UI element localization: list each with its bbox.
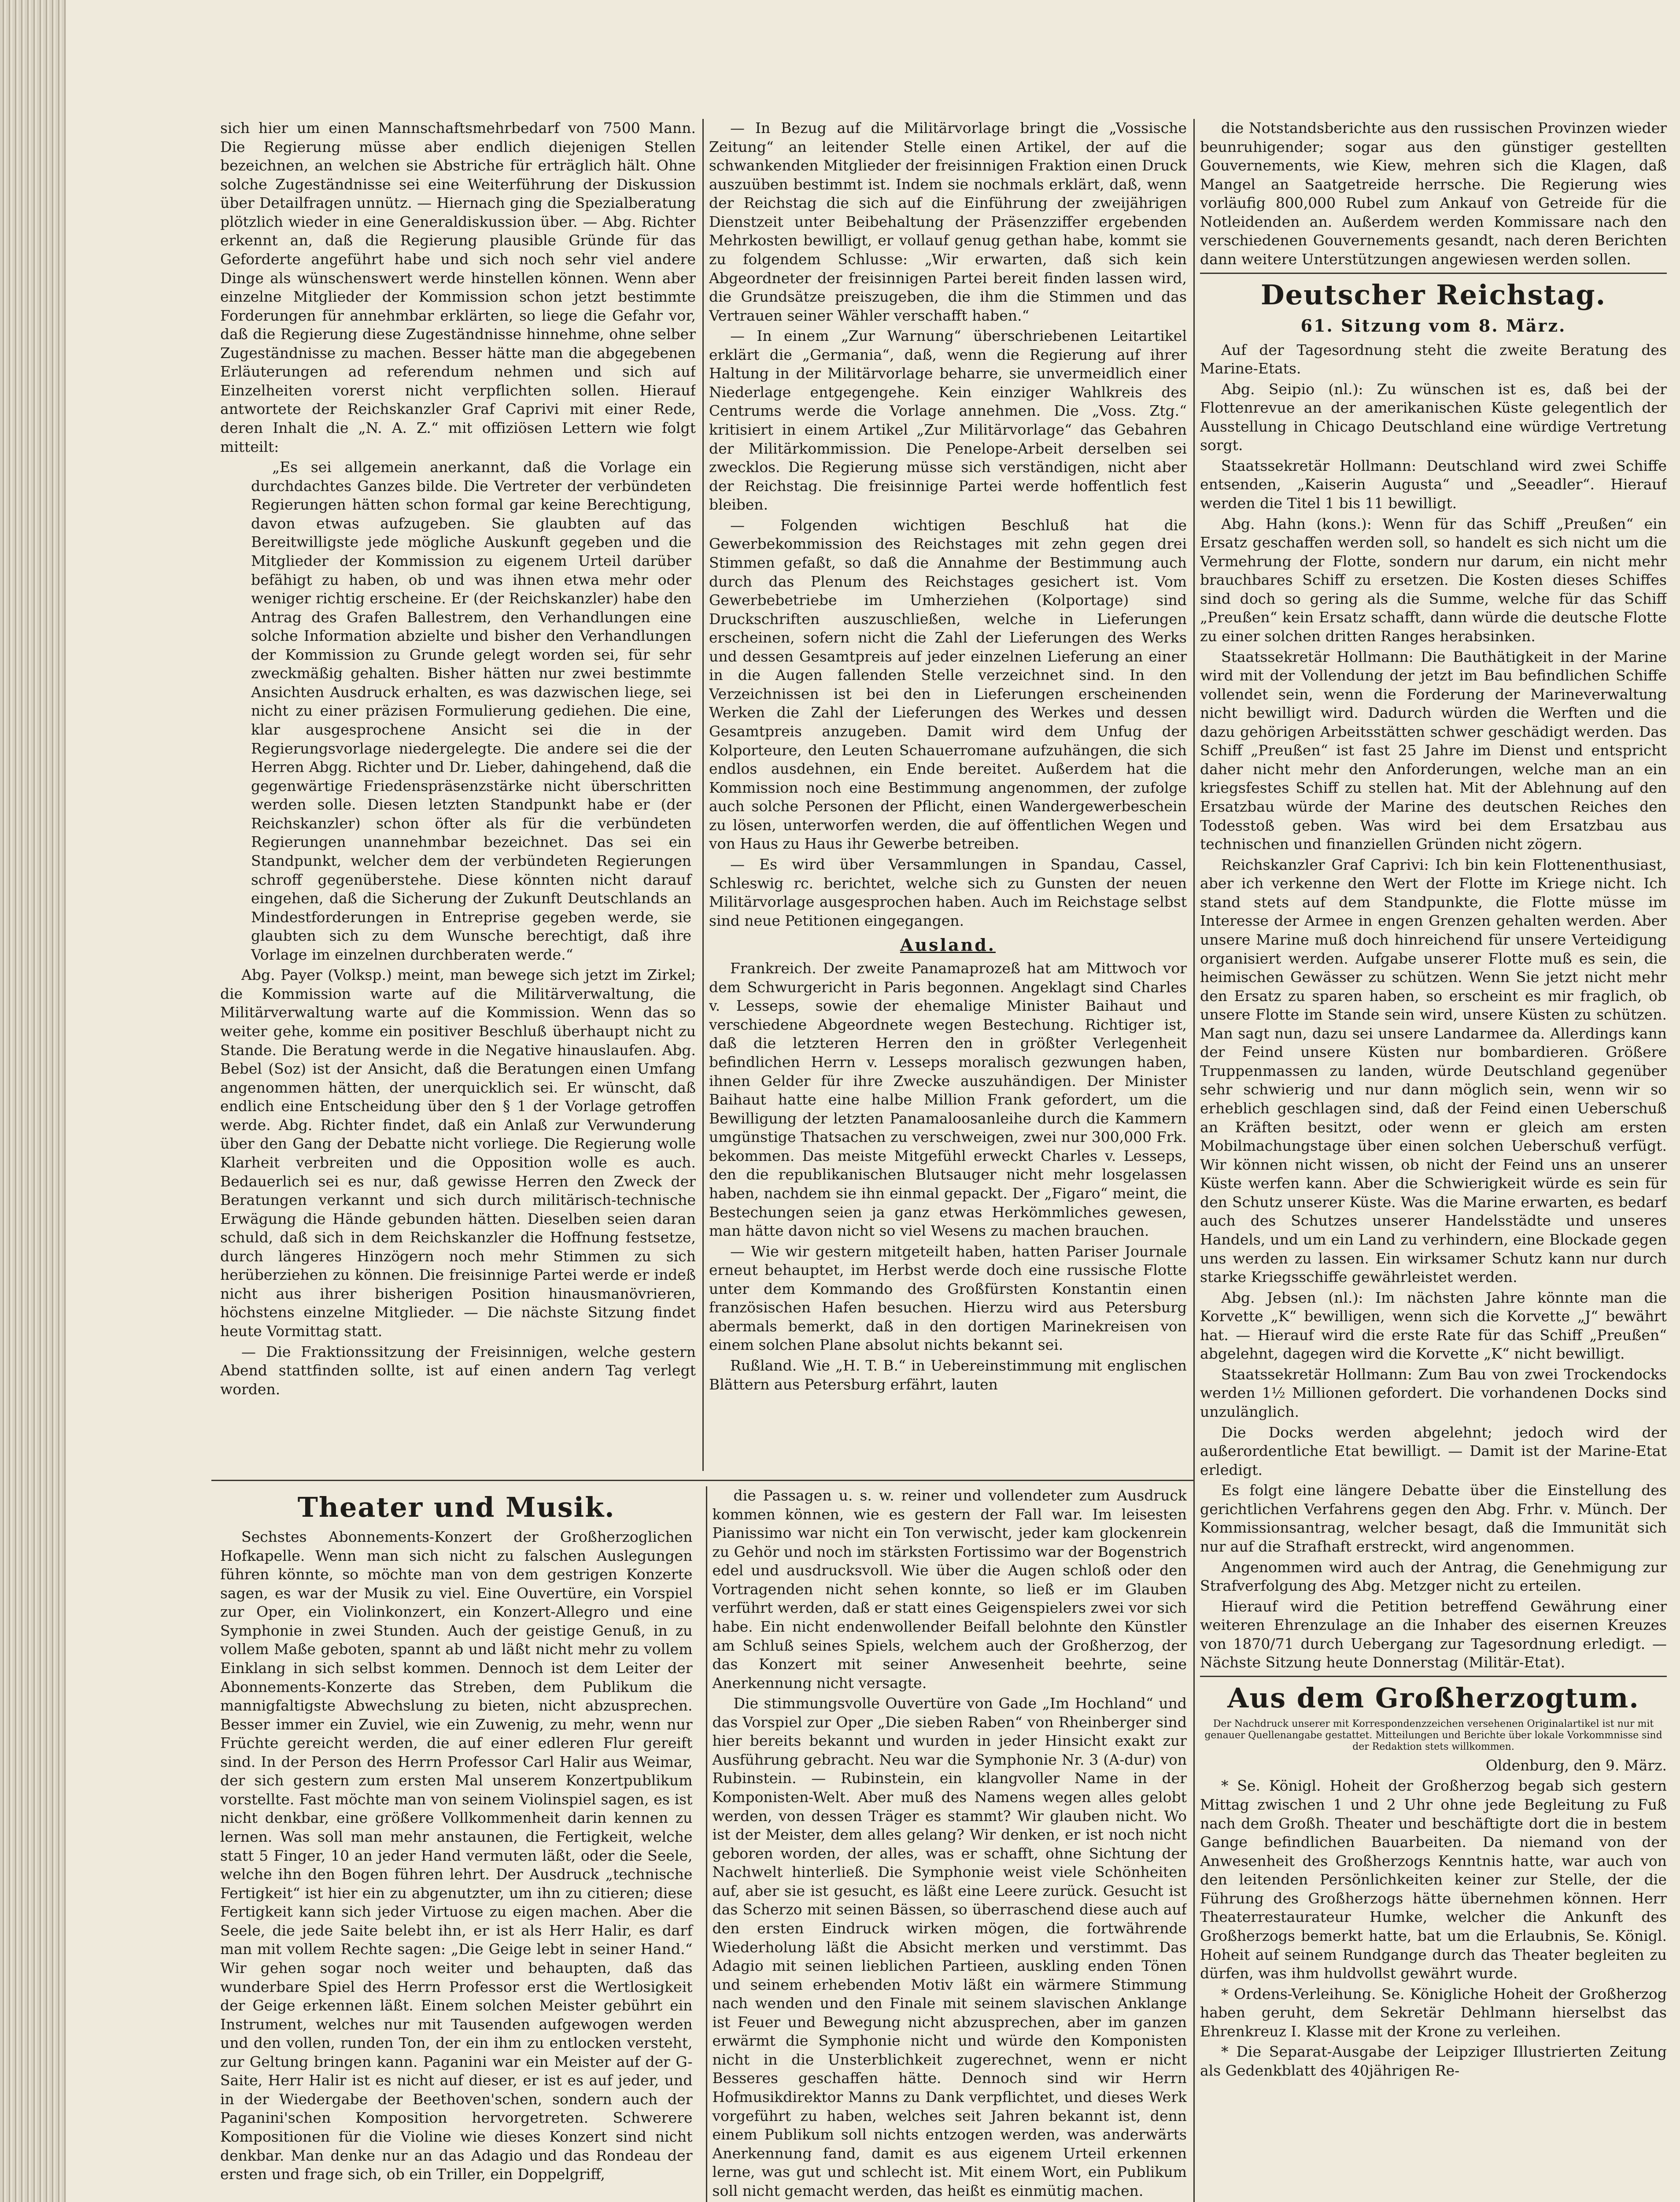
section-heading-theater: Theater und Musik. [297, 1491, 615, 1523]
section-divider-theater [211, 1480, 1193, 1481]
article-paragraph: — Folgenden wichtigen Beschluß hat die Gewerbekommission des Reichstages mit zehn gegen drei Stimmen gefaßt, so daß die Annahme der Bestimmung auch durch das Plenum des Reichstages gesichert ist. Vom Gewerbebetriebe im Umherziehen (Kolportage) sind Druckschriften auszuschließen, welche in Lieferungen erscheinen, sofern nicht die Zahl der Lieferungen des Werks und dessen Gesamtpreis auf jeder einzelnen Lieferung an einer in die Augen fallenden Stelle verzeichnet sind. In den Verzeichnissen ist bei den in Lieferungen erscheinenden Werken die Zahl der Lieferungen des Werkes und dessen Gesamtpreis anzugeben. Damit wird dem Unfug der Kolporteure, den Leuten Schauerromane aufzuhängen, die sich endlos ausdehnen, ein Ende bereitet. Außerdem hat die Kommission noch eine Bestimmung angenommen, der zufolge auch solche Personen der Pflicht, einen Wandergewerbeschein zu lösen, unterworfen werden, die auf öffentlichen Wegen und von Haus zu Haus ihr Gewerbe betreiben. [709, 516, 1187, 853]
session-subheading: 61. Sitzung vom 8. März. [1300, 315, 1566, 336]
theater-column-a [220, 1486, 693, 2202]
column-divider-2 [1193, 119, 1195, 2202]
reprint-notice: Der Nachdruck unserer mit Korrespondenzzeichen versehenen Originalartikel ist nur mit genauer Quellenangabe gestattet. Mitteilungen und Berichte über lokale Vorkommnisse sind der Redaktion stets willkommen. [1204, 1718, 1662, 1752]
article-paragraph: Reichskanzler Graf Caprivi: Ich bin kein Flottenenthusiast, aber ich verkenne den Wert der Flotte im Kriege nicht. Ich stand stets auf dem Standpunkte, die Flotte müsse im Interesse der Armee in engen Grenzen gehalten werden. Aber unsere Marine muß doch hinreichend für unsere Verteidigung organisiert werden. Aufgabe unserer Flotte muß es sein, die heimischen Gewässer zu schützen. Wenn Sie jetzt nicht mehr den Ersatz zu sparen haben, so erscheint es mir fraglich, ob unsere Flotte im Stande sein wird, unsere Küsten zu schützen. Man sagt nun, dazu sei unsere Landarmee da. Allerdings kann der Feind unsere Küsten nur bombardieren. Größere Truppenmassen zu landen, würde Deutschland gegenüber sehr schwierig und nur dann möglich sein, wenn wir so erheblich geschlagen sind, daß der Feind einen Ueberschuß an Kräften besitzt, oder wenn er gleich am ersten Mobilmachungstage über einen solchen Ueberschuß verfügt. Wir können nicht wissen, ob nicht der Feind uns an unserer Küste werfen kann. Aber die Schwierigkeit würde es sein für den Schutz unserer Küste. Was die Marine erwarten, es bedarf auch des Schutzes unserer Handelsstädte und unseres Handels, und um ein Land zu verhindern, eine Blockade gegen uns werden zu lassen. Ein wirksamer Schutz kann nur durch starke Kriegsschiffe gewährleistet werden. [1200, 856, 1667, 1286]
article-paragraph: * Die Separat-Ausgabe der Leipziger Illustrierten Zeitung als Gedenkblatt des 40jährigen Re- [1200, 2043, 1667, 2079]
newspaper-page [66, 0, 1680, 2202]
article-paragraph: Rußland. Wie „H. T. B.“ in Uebereinstimmung mit englischen Blättern aus Petersburg erfährt, lauten [709, 1357, 1187, 1393]
theater-column-b [706, 1486, 1187, 2202]
article-paragraph: Abg. Hahn (kons.): Wenn für das Schiff „Preußen“ ein Ersatz geschaffen werden soll, so handelt es sich nicht um die Vermehrung der Flotte, sondern nur darum, ein nicht mehr brauchbares Schiff zu ersetzen. Die Kosten dieses Schiffes sind doch so gering als die Summe, welche für das Schiff „Preußen“ kein Ersatz schafft, dann würde die deutsche Flotte zu einer solchen dritten Ranges herabsinken. [1200, 515, 1667, 645]
review-paragraph: Die stimmungsvolle Ouvertüre von Gade „Im Hochland“ und das Vorspiel zur Oper „Die sieben Raben“ von Rheinberger sind hier bereits bekannt und wurden in jeder Hinsicht exakt zur Ausführung gebracht. Neu war die Symphonie Nr. 3 (A-dur) von Rubinstein. — Rubinstein, ein klangvoller Name in der Komponisten-Welt. Aber muß des Namens wegen alles gelobt werden, von dessen Träger es stammt? Wir glauben nicht. Wo ist der Meister, dem alles gelang? Wir denken, er ist noch nicht geboren worden, der alles, was er schafft, ohne Sichtung der Nachwelt hinterließ. Die Symphonie weist viele Schönheiten auf, aber sie ist gesucht, es läßt eine Leere zurück. Gesucht ist das Scherzo mit seinen Bässen, so überraschend diese auch auf den ersten Eindruck wirken mögen, die fortwährende Wiederholung läßt die Absicht merken und verstimmt. Das Adagio mit seinen lieblichen Partieen, auskling enden Tönen und seinem erhebenden Motiv läßt ein wärmere Stimmung nach wenden und den Finale mit seinem slavischen Anklange ist Feuer und Bewegung nicht abzusprechen, aber im ganzen erwärmt die Symphonie nicht und würde den Komponisten nicht in die Unsterblichkeit zugerechnet, wenn er nicht Besseres geschaffen hätte. Dennoch sind wir Herrn Hofmusikdirektor Manns zu Dank verpflichtet, und dieses Werk vorgeführt zu haben, welches seit Jahren bekannt ist, denn einem Publikum soll nichts entzogen werden, was anderwärts Anerkennung fand, damit es aus eigenem Urteil erkennen lerne, was gut und schlecht ist. Mit einem Wort, ein Publikum soll nicht gemacht werden, das heißt es einmütig machen. [712, 1695, 1187, 2199]
article-paragraph: Frankreich. Der zweite Panamaprozeß hat am Mittwoch vor dem Schwurgericht in Paris begonnen. Angeklagt sind Charles v. Lesseps, sowie der ehemalige Minister Baihaut und verschiedene Abgeordnete wegen Bestechung. Richtiger ist, daß die letzteren Herren den in größter Verlegenheit befindlichen Herrn v. Lesseps moralisch gezwungen haben, ihnen Gelder für ihre Zwecke auszuhändigen. Der Minister Baihaut hatte eine halbe Million Frank gefordert, um die Bewilligung der letzten Panamaloosanleihe durch die Kammern umgünstige Thatsachen zu verschweigen, zwei nur 300,000 Frk. bekommen. Das meiste Mitgefühl erweckt Charles v. Lesseps, den die republikanischen Blutsauger nicht mehr losgelassen haben, nachdem sie ihn einmal gepackt. Der „Figaro“ meint, die Bestechungen seien ja ganz etwas Herkömmliches gewesen, man hätte davon nicht so viel Wesens zu machen brauchen. [709, 960, 1187, 1240]
column-1 [220, 119, 696, 1484]
article-paragraph: Es folgt eine längere Debatte über die Einstellung des gerichtlichen Verfahrens gegen den Abg. Frhr. v. Münch. Der Kommissionsantrag, welcher besagt, daß die Immunität sich nur auf die Strafhaft erstreckt, wird angenommen. [1200, 1482, 1667, 1555]
section-rule [1200, 273, 1667, 274]
section-heading-ausland: Ausland. [900, 935, 996, 955]
article-paragraph: Abg. Seipio (nl.): Zu wünschen ist es, daß bei der Flottenrevue an der amerikanischen Küste gelegentlich der Ausstellung in Chicago Deutschland eine würdige Vertretung sorgt. [1200, 380, 1667, 454]
article-paragraph: Auf der Tagesordnung steht die zweite Beratung des Marine-Etats. [1200, 341, 1667, 377]
article-paragraph: — Die Fraktionssitzung der Freisinnigen, welche gestern Abend stattfinden sollte, ist auf einen andern Tag verlegt worden. [220, 1343, 696, 1398]
review-paragraph: Sechstes Abonnements-Konzert der Großherzoglichen Hofkapelle. Wenn man sich nicht zu falschen Auslegungen führen könnte, so möchte man von dem gestrigen Konzerte sagen, es war der Musik zu viel. Eine Ouvertüre, ein Vorspiel zur Oper, ein Violinkonzert, ein Konzert-Allegro und eine Symphonie in zwei Stunden. Auch der geistige Genuß, in zu vollem Maße geboten, spannt ab und läßt nicht mehr zu vollem Einklang in sich selbst kommen. Dennoch ist dem Leiter der Abonnements-Konzerte das Streben, dem Publikum die mannigfaltigste Abwechslung zu bieten, nicht abzusprechen. Besser immer ein Zuviel, wie ein Zuwenig, zu mehr, wenn nur Früchte gereicht werden, die auf einer edleren Flur gereift sind. In der Person des Herrn Professor Carl Halir aus Weimar, der sich gestern zum ersten Mal unserem Konzertpublikum vorstellte. Fast möchte man von seinem Violinspiel sagen, es ist nicht denkbar, eine größere Vollkommenheit darin kennen zu lernen. Was soll man mehr anstaunen, die Fertigkeit, welche statt 5 Finger, 10 an jeder Hand vermuten läßt, oder die Seele, welche ihn den Bogen führen lehrt. Der Ausdruck „technische Fertigkeit“ ist hier ein zu abgenutzter, um ihn zu citieren; diese Fertigkeit kann sich jeder Virtuose zu eigen machen. Aber die Seele, die jede Saite belebt ihn, er ist als Herr Halir, es darf man mit vollem Rechte sagen: „Die Geige lebt in seiner Hand.“ Wir gehen sogar noch weiter und behaupten, daß das wunderbare Spiel des Herrn Professor erst die Wertlosigkeit der Geige erkennen läßt. Einem solchen Meister gebührt ein Instrument, welches nur mit Tausenden aufgewogen werden und den vollen, runden Ton, der ein ihm zu entlocken versteht, zur Geltung bringen kann. Paganini war ein Meister auf der G-Saite, Herr Halir ist es nicht auf dieser, er ist es auf jeder, und in der Wiedergabe der Beethoven'schen, sondern auch der Paganini'schen Komposition hervorgetreten. Schwerere Kompositionen für die Violine wie dieses Konzert sind nicht denkbar. Man denke nur an das Adagio und das Rondeau der ersten und frage sich, ob ein Triller, ein Doppelgriff, [220, 1528, 693, 2183]
article-paragraph: Abg. Jebsen (nl.): Im nächsten Jahre könnte man die Korvette „K“ bewilligen, wenn sich die Korvette „J“ bewährt hat. — Hierauf wird die erste Rate für das Schiff „Preußen“ abgelehnt, dagegen wird die Korvette „K“ nicht bewilligt. [1200, 1289, 1667, 1363]
article-paragraph: Hierauf wird die Petition betreffend Gewährung einer weiteren Ehrenzulage an die Inhaber des eisernen Kreuzes von 1870/71 durch Uebergang zur Tagesordnung erledigt. — Nächste Sitzung heute Donnerstag (Militär-Etat). [1200, 1597, 1667, 1671]
theater-section [220, 1486, 1187, 2202]
dateline: Oldenburg, den 9. März. [1485, 1756, 1667, 1774]
column-3 [1200, 119, 1667, 2202]
article-paragraph: „Es sei allgemein anerkannt, daß die Vorlage ein durchdachtes Ganzes bilde. Die Vertreter der verbündeten Regierungen hätten schon formal gar keine Berechtigung, davon etwas aufzugeben. Sie glaubten auf das Bereitwilligste jede mögliche Auskunft gegeben und die Mitglieder der Kommission zu eigenem Urteil darüber befähigt zu haben, ob und was ihnen etwa mehr oder weniger richtig erscheine. Er (der Reichskanzler) habe den Antrag des Grafen Ballestrem, den Verhandlungen eine solche Information abzielte und bisher den Verhandlungen der Kommission zu Grunde gelegt worden sei, für sehr zweckmäßig gehalten. Bisher hätten nur zwei bestimmte Ansichten Ausdruck erhalten, es was dazwischen liege, sei nicht zu einer präzisen Formulierung gediehen. Die eine, klar ausgesprochene Ansicht sei die in der Regierungsvorlage niedergelegte. Die andere sei die der Herren Abgg. Richter und Dr. Lieber, dahingehend, daß die gegenwärtige Friedenspräsenzstärke nicht überschritten werden solle. Diesen letzten Standpunkt habe er (der Reichskanzler) schon öfter als für die verbündeten Regierungen unannehmbar bezeichnet. Das sei ein Standpunkt, welcher dem der verbündeten Regierungen schroff gegenüberstehe. Diese könnten nicht darauf eingehen, daß die Sicherung der Zukunft Deutschlands an Mindestforderungen in Entreprise gegeben werde, sie glaubten sich zu dem Wunsche berechtigt, daß ihre Vorlage im einzelnen durchberaten werde.“ [251, 458, 691, 963]
review-paragraph: die Passagen u. s. w. reiner und vollendeter zum Ausdruck kommen können, wie es gestern der Fall war. Im leisesten Pianissimo war nicht ein Ton verwischt, jeder kam glockenrein zu Gehör und noch im stärksten Fortissimo war der Bogenstrich edel und ausdrucksvoll. Wie über die Augen schloß oder den Vortragenden nicht sehen konnte, so ließ er im Glauben verführt werden, daß er statt eines Geigenspielers zwei vor sich habe. Ein nicht endenwollender Beifall belohnte den Künstler am Schluß seines Spiels, welchem auch der Großherzog, der das Konzert mit seiner Anwesenheit beehrte, seine Anerkennung nicht versagte. [712, 1487, 1187, 1692]
article-paragraph: sich hier um einen Mannschaftsmehrbedarf von 7500 Mann. Die Regierung müsse aber endlich diejenigen Stellen bezeichnen, an welchen sie Abstriche für erträglich hält. Ohne solche Zugeständnisse sei eine Weiterführung der Diskussion über Detailfragen unnütz. — Hiernach ging die Spezialberatung plötzlich wieder in eine Generaldiskussion über. — Abg. Richter erkennt an, daß die Regierung plausible Gründe für das Geforderte angeführt habe und sich noch sehr viel andere Dinge als wünschenswert werde hinstellen können. Wenn aber einzelne Mitglieder der Kommission schon jetzt bestimmte Forderungen für annehmbar erklärten, so liege die Gefahr vor, daß die Regierung diese Zugeständnisse hinnehme, ohne selber Zugeständnisse zu machen. Besser hätte man die abgegebenen Erläuterungen ad referendum nehmen und sich auf Einzelheiten vorerst nicht verpflichten sollen. Hierauf antwortete der Reichskanzler Graf Caprivi mit einer Rede, deren Inhalt die „N. A. Z.“ mit offiziösen Lettern wie folgt mitteilt: [220, 119, 696, 455]
article-paragraph: Abg. Payer (Volksp.) meint, man bewege sich jetzt im Zirkel; die Kommission warte auf die Militärverwaltung, die Militärverwaltung warte auf die Kommission. Wenn das so weiter gehe, komme ein positiver Beschluß überhaupt nicht zu Stande. Die Beratung werde in die Negative hinauslaufen. Abg. Bebel (Soz) ist der Ansicht, daß die Beratungen einen Umfang angenommen hätten, der unerquicklich sei. Er wünscht, daß endlich eine Entscheidung über den § 1 der Vorlage getroffen werde. Abg. Richter findet, daß ein Anlaß zur Verwunderung über den Gang der Debatte nicht vorliege. Die Regierung wolle Klarheit verbreiten und die Opposition wolle es auch. Bedauerlich sei es nur, daß gewisse Herren den Zweck der Beratungen verkannt und sich durch militärisch-technische Erwägung die Hände gebunden hätten. Dieselben seien daran schuld, daß sich in dem Reichskanzler die Hoffnung festsetze, durch längeres Hinzögern noch mehr Stimmen zu sich herüberziehen zu können. Die freisinnige Partei werde er indeß nicht aus ihrer bisherigen Position hinausmanövrieren, höchstens einzelne Mitglieder. — Die nächste Sitzung findet heute Vormittag statt. [220, 966, 696, 1340]
article-paragraph: Staatssekretär Hollmann: Zum Bau von zwei Trockendocks werden 1½ Millionen gefordert. Die vorhandenen Docks sind unzulänglich. [1200, 1365, 1667, 1420]
article-paragraph: Staatssekretär Hollmann: Deutschland wird zwei Schiffe entsenden, „Kaiserin Augusta“ und „Seeadler“. Hierauf werden die Titel 1 bis 11 bewilligt. [1200, 457, 1667, 512]
section-rule [1200, 1676, 1667, 1677]
column-divider-1 [702, 119, 704, 1471]
section-heading-reichstag: Deutscher Reichstag. [1260, 278, 1606, 311]
article-paragraph: — In Bezug auf die Militärvorlage bringt die „Vossische Zeitung“ an leitender Stelle einen Artikel, der auf die schwankenden Mitglieder der freisinnigen Fraktion einen Druck auszuüben bestimmt ist. Indem sie nochmals erklärt, daß, wenn der Reichstag die sich auf die Einführung der zweijährigen Dienstzeit unter Beibehaltung der Präsenzziffer ergebenden Mehrkosten bewilligt, er vollauf genug gethan habe, kommt sie zu folgendem Schlusse: „Wir erwarten, daß sich kein Abgeordneter der freisinnigen Partei bereit finden lassen wird, die Grundsätze preiszugeben, die ihm die Stimmen und das Vertrauen seiner Wähler verschafft haben.“ [709, 119, 1187, 324]
article-paragraph: Angenommen wird auch der Antrag, die Genehmigung zur Strafverfolgung des Abg. Metzger nicht zu erteilen. [1200, 1558, 1667, 1595]
section-heading-grossherzogtum: Aus dem Großherzogtum. [1227, 1681, 1639, 1714]
article-paragraph: * Se. Königl. Hoheit der Großherzog begab sich gestern Mittag zwischen 1 und 2 Uhr ohne jede Begleitung zu Fuß nach dem Großh. Theater und beschäftigte dort die in bestem Gange befindlichen Bauarbeiten. Da niemand von der Anwesenheit des Großherzogs Kenntnis hatte, war auch von den leitenden Persönlichkeiten keiner zur Stelle, der die Führung des Großherzogs hätte übernehmen können. Herr Theaterrestaurateur Humke, welcher die Ankunft des Großherzogs bemerkt hatte, bat um die Erlaubnis, Se. Königl. Hoheit auf seinem Rundgange durch das Theater begleiten zu dürfen, was ihm huldvollst gewährt wurde. [1200, 1777, 1667, 1982]
article-paragraph: Die Docks werden abgelehnt; jedoch wird der außerordentliche Etat bewilligt. — Damit ist der Marine-Etat erledigt. [1200, 1423, 1667, 1478]
article-paragraph: — Wie wir gestern mitgeteilt haben, hatten Pariser Journale erneut behauptet, im Herbst werde doch eine russische Flotte unter dem Kommando des Großfürsten Konstantin einen französischen Hafen besuchen. Hierzu wird aus Petersburg abermals bemerkt, daß in den dortigen Marinekreisen von einem solchen Plane absolut nichts bekannt sei. [709, 1242, 1187, 1354]
column-2 [709, 119, 1187, 1471]
article-paragraph: * Ordens-Verleihung. Se. Königliche Hoheit der Großherzog haben geruht, dem Sekretär Dehlmann hierselbst das Ehrenkreuz I. Klasse mit der Krone zu verleihen. [1200, 1985, 1667, 2040]
book-page-edges [0, 0, 66, 2202]
article-paragraph: Staatssekretär Hollmann: Die Bauthätigkeit in der Marine wird mit der Vollendung der jetzt im Bau befindlichen Schiffe vollendet sein, wenn die Forderung der Marineverwaltung nicht bewilligt wird. Dadurch würden die Werften und die dazu gehörigen Arbeitsstätten schwer geschädigt werden. Das Schiff „Preußen“ ist fast 25 Jahre im Dienst und entspricht daher nicht mehr den Anforderungen, welche man an ein kriegsfestes Schiff zu stellen hat. Mit der Ablehnung auf den Ersatzbau würde der Marine des deutschen Reiches den Todesstoß geben. Was wird bei dem Ersatzbau aus technischen und finanziellen Gründen nicht zögern. [1200, 648, 1667, 853]
article-paragraph: die Notstandsberichte aus den russischen Provinzen wieder beunruhigender; sogar aus den günstiger gestellten Gouvernements, wie Kiew, mehren sich die Klagen, daß Mangel an Saatgetreide herrsche. Die Regierung wies vorläufig 800,000 Rubel zum Ankauf von Getreide für die Notleidenden an. Außerdem werden Kommissare nach den verschiedenen Gouvernements gesandt, nach deren Berichten dann weitere Unterstützungen angewiesen werden sollen. [1200, 119, 1667, 268]
article-paragraph: — Es wird über Versammlungen in Spandau, Cassel, Schleswig rc. berichtet, welche sich zu Gunsten der neuen Militärvorlage ausgesprochen haben. Auch im Reichstage selbst sind neue Petitionen eingegangen. [709, 855, 1187, 929]
article-paragraph: — In einem „Zur Warnung“ überschriebenen Leitartikel erklärt die „Germania“, daß, wenn die Regierung auf ihrer Haltung in der Militärvorlage beharre, sie unvermeidlich einer Niederlage entgegengehe. Kein einziger Wahlkreis des Centrums werde die Vorlage annehmen. Die „Voss. Ztg.“ kritisiert in einem Artikel „Zur Militärvorlage“ das Gebahren der Militärkommission. Die Penelope-Arbeit derselben sei zwecklos. Die Regierung müsse sich verständigen, nicht aber der Reichstag. Die freisinnige Partei werde hoffentlich fest bleiben. [709, 327, 1187, 514]
